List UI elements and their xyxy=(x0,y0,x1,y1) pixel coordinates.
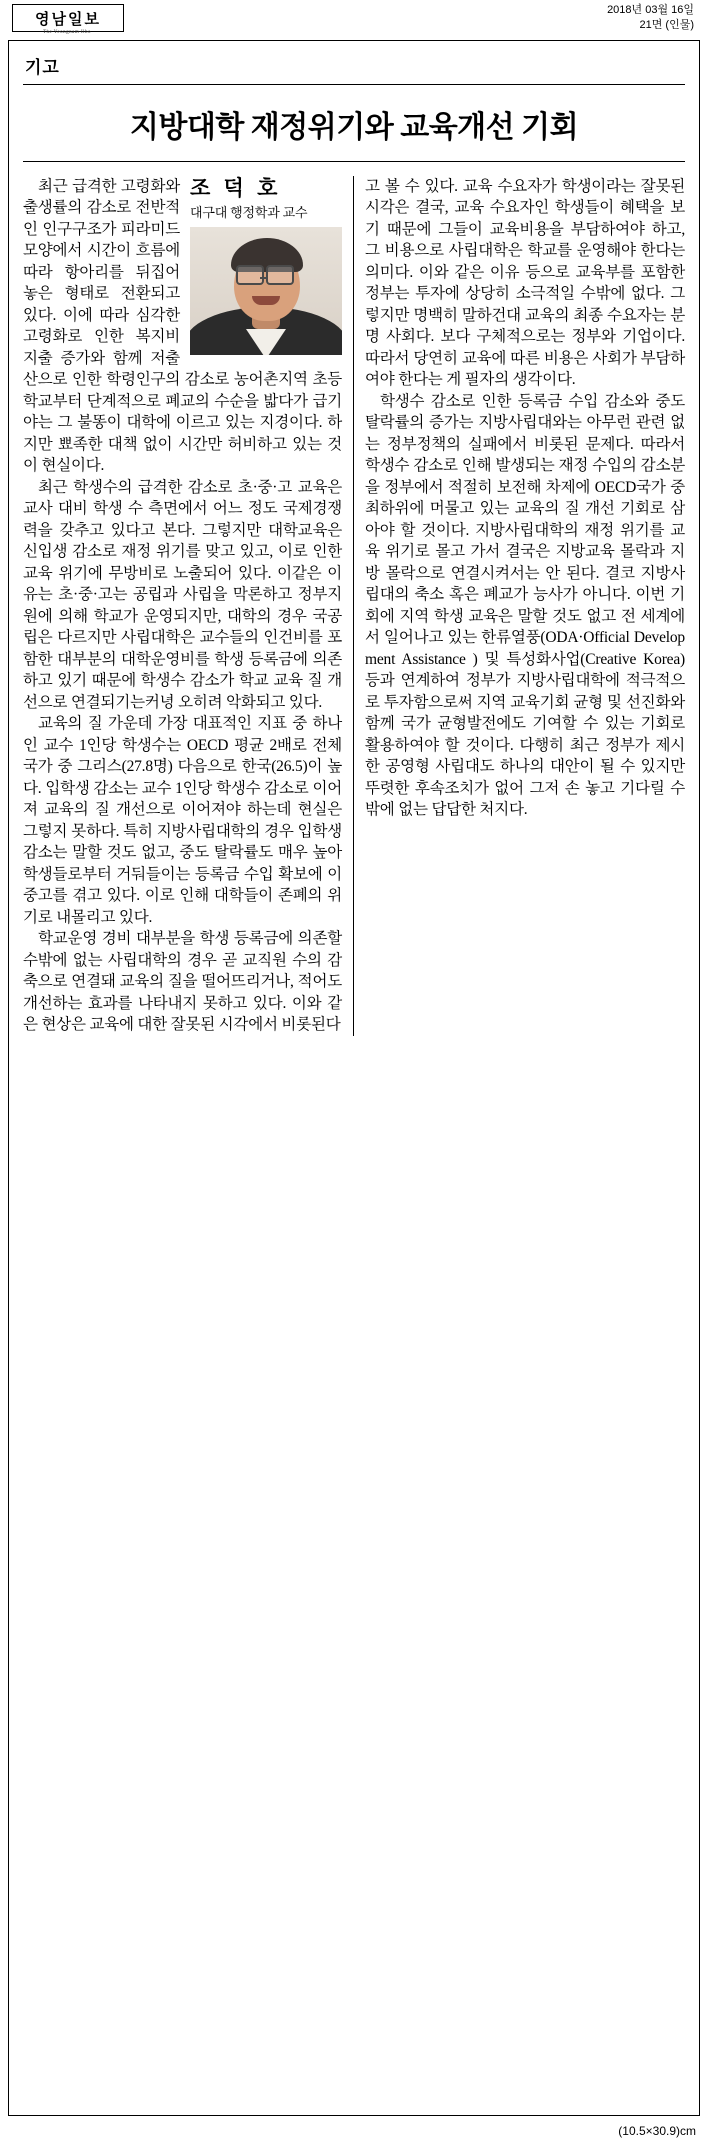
page-number: 21면 (인물) xyxy=(639,19,694,31)
byline-block xyxy=(190,175,342,356)
article-frame xyxy=(8,40,700,2116)
kicker-divider xyxy=(23,84,685,85)
logo-subtext: The Yeongnam Ilbo xyxy=(42,30,92,35)
page-title: 지방대학 재정위기와 교육개선 기회 xyxy=(129,111,579,144)
masthead xyxy=(0,0,708,38)
portrait-glasses-bridge xyxy=(260,277,266,279)
portrait-glasses-right xyxy=(266,265,294,285)
size-note: (10.5×30.9)cm xyxy=(618,2124,696,2138)
column-right xyxy=(354,176,685,1036)
paragraph: 교육의 질 가운데 가장 대표적인 지표 중 하나인 교수 1인당 학생수는 OECD 평균 2배로 전체 국가 중 그리스(27.8명) 다음으로 한국(26.5)이 높다. 입학생 감소는 교수 1인당 학생수 감소로 이어져 교육의 질 개선으로 이어져야 하는데 현실은 그렇지 못하다. 특히 지방사립대학의 경우 입학생 감소는 말할 것도 없고, 중도 탈락률도 매우 높아 학생들로부터 거둬들이는 등록금 수입 확보에 이중고를 겪고 있다. 이로 인해 대학들이 존폐의 위기로 내몰리고 있다. xyxy=(23,715,342,926)
headline-divider xyxy=(23,161,685,162)
dateline xyxy=(607,3,694,33)
column-left xyxy=(23,176,354,1036)
portrait-glasses-left xyxy=(236,265,264,285)
paragraph: 학교운영 경비 대부분을 학생 등록금에 의존할 수밖에 없는 사립대학의 경우 곧 교직원 수의 감축으로 연결돼 교육의 질을 떨어뜨리거나, 적어도 개선하는 효과를 나타내지 못하고 있다. 이와 같은 현상은 교육에 대한 잘못된 시각에서 비롯된다 xyxy=(23,930,342,1033)
newspaper-logo xyxy=(12,4,124,32)
paragraph: 학생수 감소로 인한 등록금 수입 감소와 중도 탈락률의 증가는 지방사립대와는 아무런 관련 없는 정부정책의 실패에서 비롯된 문제다. 따라서 학생수 감소로 인해 발생되는 재정 수입의 감소분을 정부에서 적절히 보전해 차제에 OECD국가 중 최하위에 머물고 있는 교육의 질 개선 기회로 삼아야 할 것이다. 지방사립대학의 재정 위기를 교육 위기로 몰고 가서 결국은 지방교육 몰락과 지방 몰락으로 연결시켜서는 안 된다. 결코 지방사립대의 축소 혹은 폐교가 능사가 아니다. 이번 기회에 지역 학생 교육은 말할 것도 없고 전 세계에서 일어나고 있는 한류열풍(ODA·Official Development Assistance ) 및 특성화사업(Creative Korea) 등과 연계하여 정부가 지방사립대학에 적극적으로 투자함으로써 지역 교육기회 균형 및 선진화와 함께 국가 균형발전에도 기여할 수 있는 기회로 활용하여야 할 것이다. 다행히 최근 정부가 제시한 공영형 사립대도 하나의 대안이 될 수 있지만 뚜렷한 후속조치가 없어 그저 손 놓고 기다릴 수밖에 없는 답답한 처지다. xyxy=(365,392,685,818)
issue-date: 2018년 03월 16일 xyxy=(607,4,694,16)
paragraph: 고 볼 수 있다. 교육 수요자가 학생이라는 잘못된 시각은 결국, 교육 수요자인 학생들이 혜택을 보기 때문에 그들이 교육비용을 부담하여야 하고, 그 비용으로 사립대학은 학교를 운영해야 한다는 의미다. 이와 같은 이유 등으로 교육부를 포함한 정부는 투자에 상당히 소극적일 수밖에 없다. 그렇지만 명백히 말하건대 교육의 최종 수요자는 분명 사회다. 보다 구체적으로는 정부와 기업이다. 따라서 당연히 교육에 따른 비용은 사회가 부담하여야 한다는 게 필자의 생각이다. xyxy=(365,177,685,388)
paragraph: 최근 학생수의 급격한 감소로 초·중·고 교육은 교사 대비 학생 수 측면에서 어느 정도 국제경쟁력을 갖추고 있다고 본다. 그렇지만 대학교육은 신입생 감소로 재정 위기를 맞고 있고, 이로 인한 교육 위기에 무방비로 노출되어 있다. 이같은 이유는 초·중·고는 공립과 사립을 막론하고 정부지원에 의해 학교가 운영되지만, 대학의 경우 국공립은 다르지만 사립대학은 교수들의 인건비를 포함한 대부분의 대학운영비를 학생 등록금에 의존하고 있기 때문에 학생수 감소가 학교 교육 질 개선으로 연결되기는커녕 오히려 악화되고 있다. xyxy=(23,478,342,711)
author-name: 조 덕 호 xyxy=(190,175,282,200)
paragraph: 최근 급격한 고령화와 출생률의 감소로 전반적인 인구구조가 피라미드 모양에서 시간이 흐름에 따라 항아리를 뒤집어 놓은 형태로 전환되고 있다. 이에 따라 심각한 고령화로 인한 복지비 지출 증가와 함께 저출산으로 인한 학령인구의 감소로 농어촌지역 초등학교부터 단계적으로 폐교의 수순을 밟다가 급기야는 그 불똥이 대학에 이르고 있는 지경이다. 하지만 뾰족한 대책 없이 시간만 허비하고 있는 것이 현실이다. xyxy=(23,177,342,474)
author-affiliation: 대구대 행정학과 교수 xyxy=(190,205,308,220)
author-portrait xyxy=(190,227,342,355)
article-columns xyxy=(23,176,685,1036)
article-kicker: 기고 xyxy=(25,58,60,77)
logo-text: 영남일보 xyxy=(35,11,101,28)
